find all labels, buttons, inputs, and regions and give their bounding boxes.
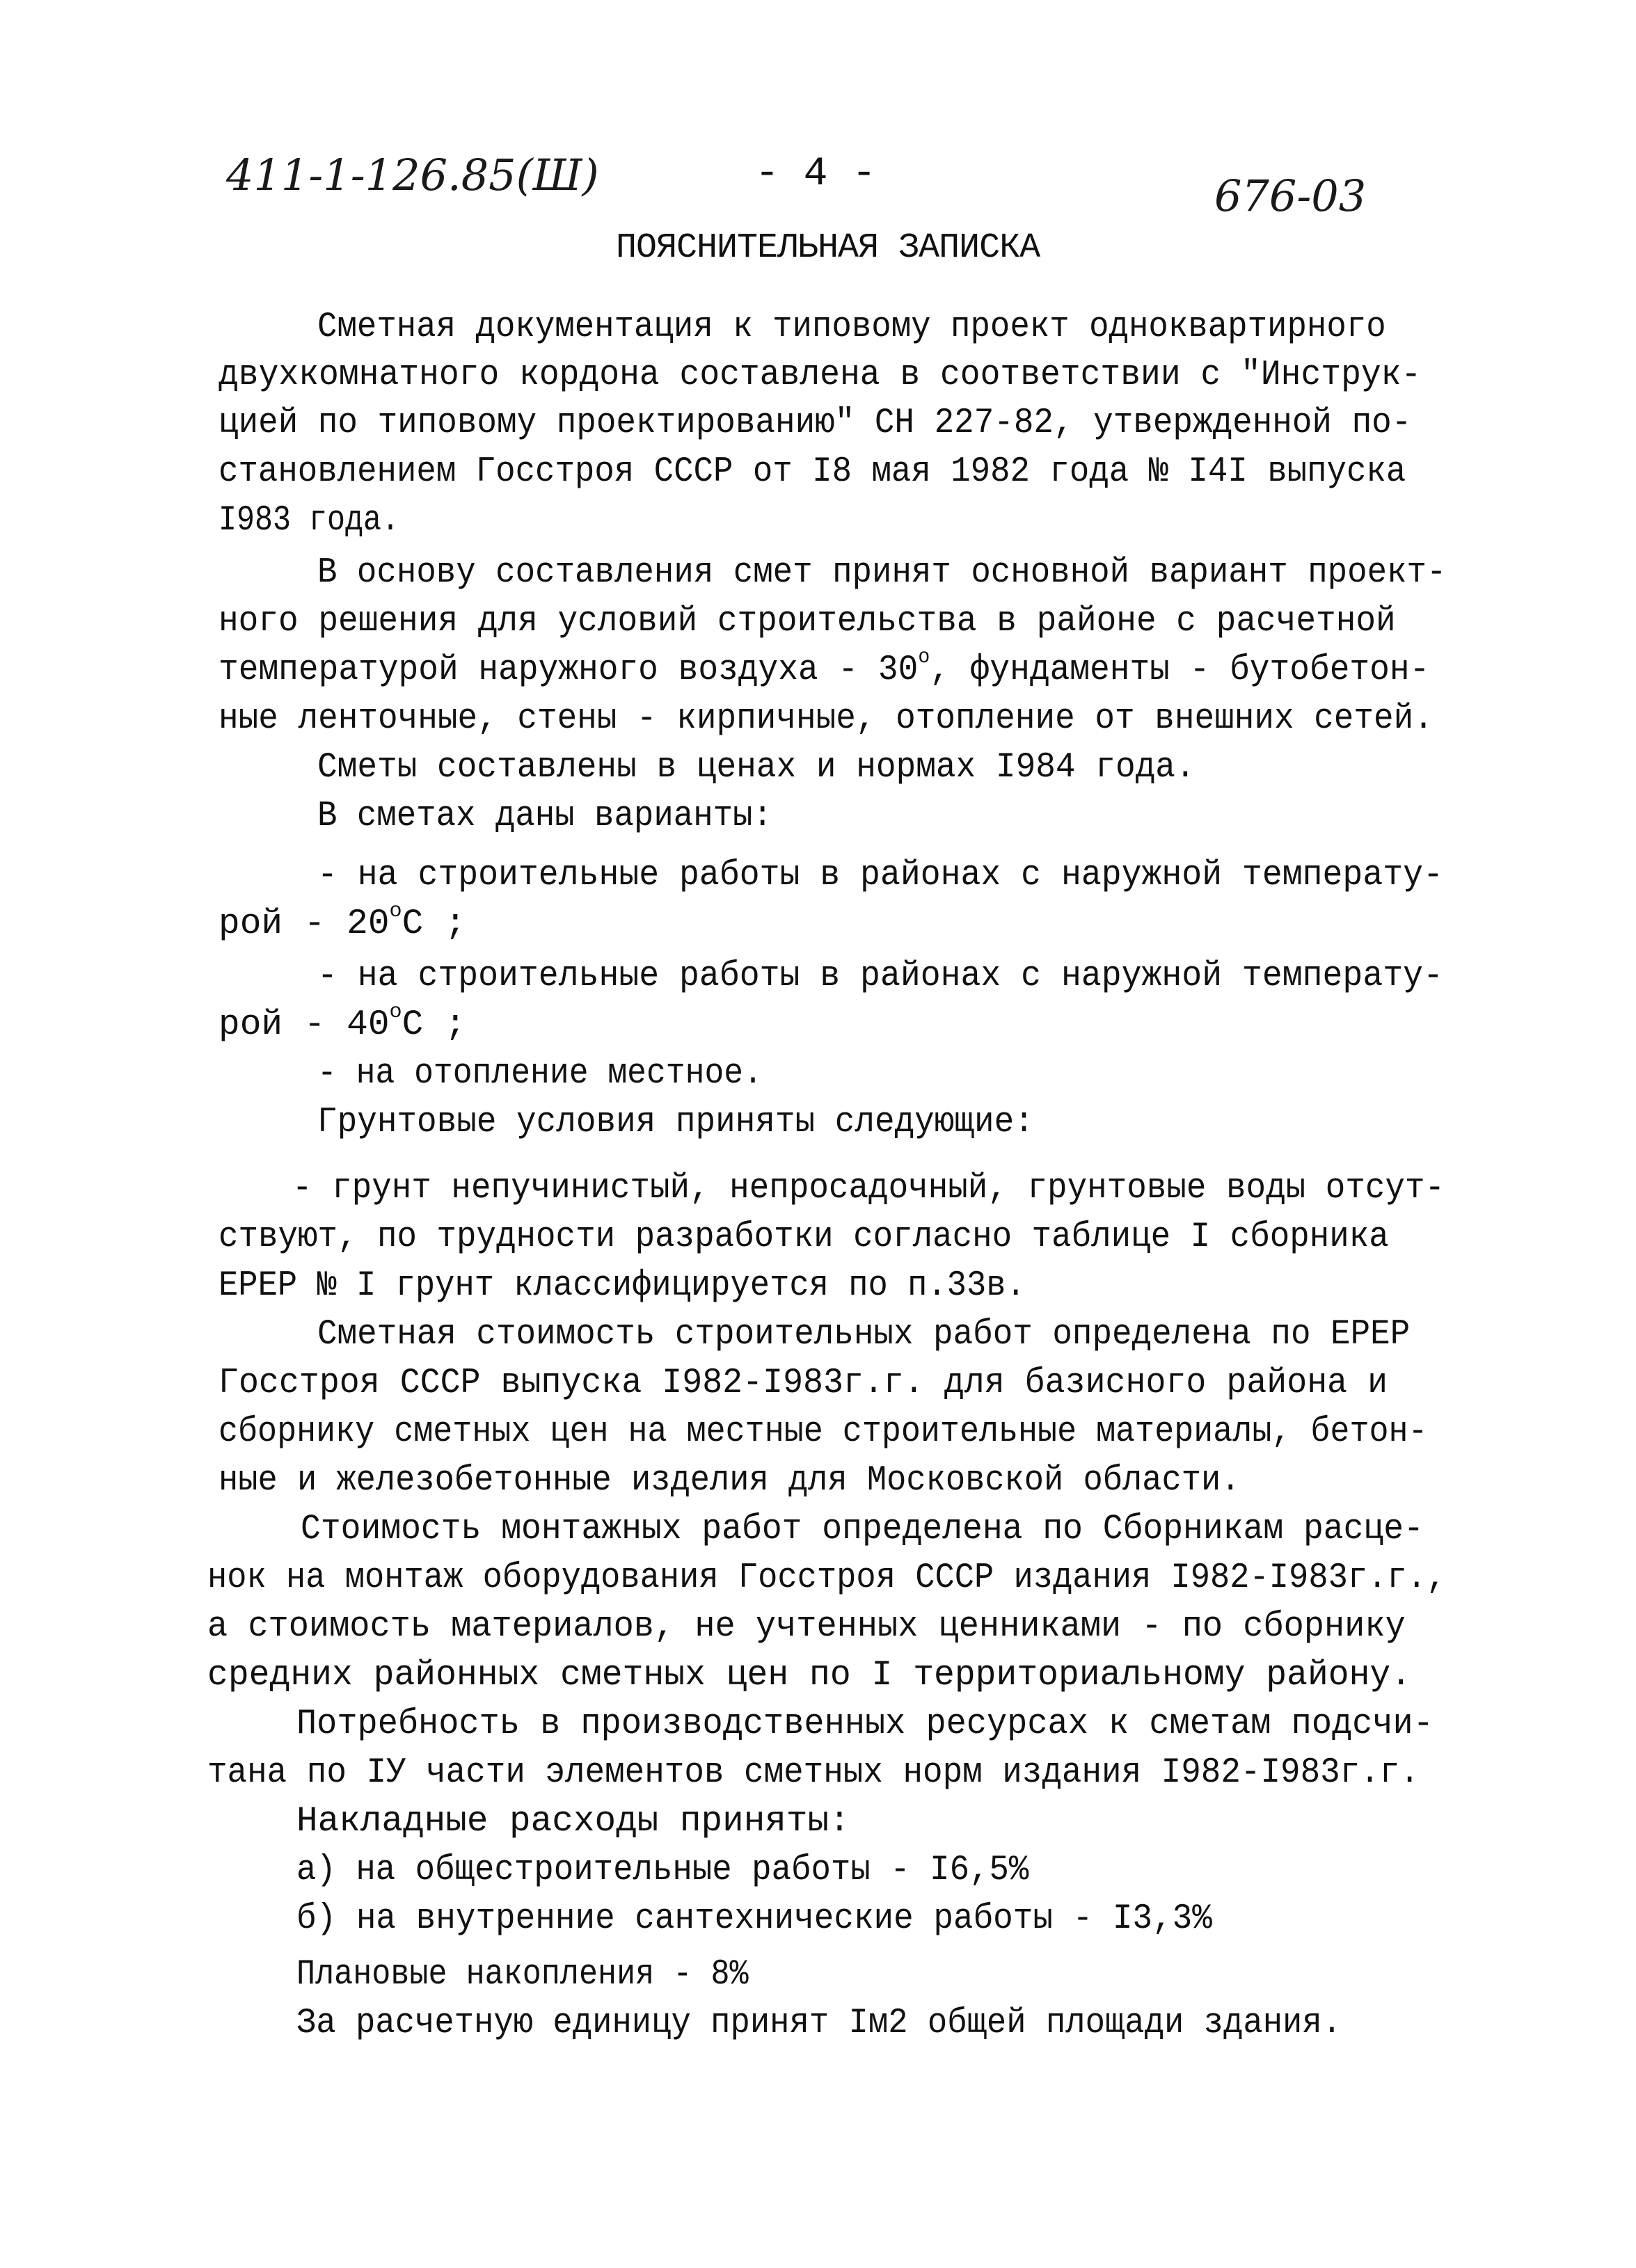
text-line: В сметах даны варианты: [317,797,772,836]
text-line: - на строительные работы в районах с наружной температу- [317,856,1443,895]
text-line: Госстроя СССР выпуска I982-I983г.г. для базисного района и [219,1364,1388,1403]
page-title: ПОЯСНИТЕЛЬНАЯ ЗАПИСКА [616,228,1040,268]
text-line: - грунт непучинистый, непросадочный, грунтовые воды отсут- [292,1169,1445,1208]
text-line: ствуют, по трудности разработки согласно таблице I сборника [219,1217,1389,1257]
text-line: становлением Госстроя СССР от I8 мая 1982 года № I4I выпуска [219,452,1406,492]
text-line: двухкомнатного кордона составлена в соответствии с "Инструк- [219,356,1422,395]
text-line: цией по типовому проектированию" СН 227-82, утвержденной по- [219,404,1412,443]
text-line: За расчетную единицу принят Iм2 общей площади здания. [296,2004,1342,2043]
text-line: Грунтовые условия приняты следующие: [317,1103,1034,1142]
text-line: Сметная документация к типовому проект одноквартирного [317,308,1386,347]
text-line: Накладные расходы приняты: [296,1802,850,1842]
text-line: рой - 20$^o$С ; [219,900,466,944]
text-line: температурой наружного воздуха - 30$^o$, фундаменты - бутобетон- [219,646,1430,690]
text-line: ные и железобетонные изделия для Московской области. [219,1461,1241,1501]
text-line: сборнику сметных цен на местные строительные материалы, бетон- [219,1412,1428,1452]
text-line: ного решения для условий строительства в районе с расчетной [219,602,1396,641]
text-line: тана по IУ части элементов сметных норм издания I982-I983г.г. [207,1753,1420,1793]
text-line: Стоимость монтажных работ определена по Сборникам расце- [301,1510,1424,1549]
text-line: средних районных сметных цен по I территориальному району. [207,1656,1412,1695]
text-line: а стоимость материалов, не учтенных ценниками - по сборнику [207,1607,1406,1647]
text-line: ные ленточные, стены - кирпичные, отопление от внешних сетей. [219,699,1434,739]
text-line: б) на внутренние сантехнические работы - I3,3% [296,1899,1212,1939]
text-line: - на строительные работы в районах с наружной температу- [317,957,1443,996]
text-line: ЕРЕР № I грунт классифицируется по п.33в. [219,1266,1026,1306]
text-line: нок на монтаж оборудования Госстроя СССР издания I982-I983г.г., [207,1558,1447,1598]
document-code: 411-1-126.85(Ш) [226,150,599,200]
text-line: Потребность в производственных ресурсах к сметам подсчи- [296,1704,1434,1744]
text-line: а) на общестроительные работы - I6,5% [296,1851,1029,1890]
text-line: Сметная стоимость строительных работ определена по ЕРЕР [317,1315,1411,1355]
text-line: - на отопление местное. [317,1054,763,1094]
text-line: Сметы составлены в ценах и нормах I984 года. [317,748,1196,788]
text-line: Плановые накопления - 8% [296,1955,749,1995]
sheet-code: 676-03 [1214,170,1367,221]
text-line: I983 года. [219,501,400,541]
text-line: В основу составления смет принят основной вариант проект- [317,553,1447,593]
text-line: рой - 40$^o$С ; [219,1000,466,1045]
page-number: - 4 - [755,152,877,197]
